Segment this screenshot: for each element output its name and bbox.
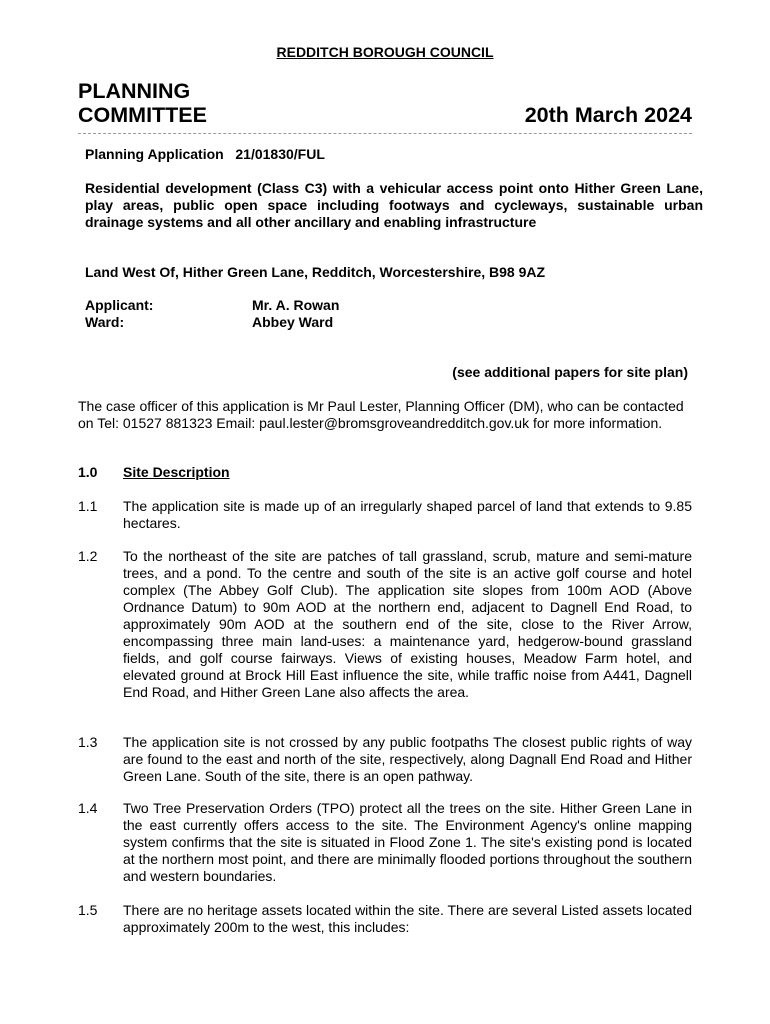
site-plan-note: (see additional papers for site plan) — [452, 364, 688, 380]
ward-value: Abbey Ward — [252, 314, 334, 330]
paragraph-number: 1.4 — [78, 800, 98, 816]
application-reference-label: Planning Application — [85, 146, 224, 162]
applicant-label: Applicant: — [85, 297, 154, 313]
header-divider — [78, 133, 692, 134]
committee-title — [78, 79, 207, 127]
application-location: Land West Of, Hither Green Lane, Redditch, Worcestershire, B98 9AZ — [85, 264, 546, 280]
paragraph-number: 1.3 — [78, 734, 98, 750]
ward-label: Ward: — [85, 314, 125, 330]
section-number: 1.0 — [78, 464, 98, 480]
council-name: REDDITCH BOROUGH COUNCIL — [276, 44, 494, 60]
paragraph-text: The application site is made up of an irregularly shaped parcel of land that extends to 9.85 hectares. — [123, 498, 692, 531]
meeting-date: 20th March 2024 — [524, 103, 692, 127]
section-title: Site Description — [123, 464, 230, 480]
application-reference — [85, 146, 325, 163]
application-description: Residential development (Class C3) with a vehicular access point onto Hither Green Lane, play areas, public open space including footways and cycleways, sustainable urban drainage systems and all other ancillary and enabling infrastructure — [85, 180, 703, 230]
paragraph-text: The application site is not crossed by any public footpaths The closest public rights of way are found to the east and north of the site, respectively, along Dagnall End Road and Hither Green Lane. South of the site, there is an open pathway. — [123, 734, 692, 784]
application-reference-number: 21/01830/FUL — [235, 146, 325, 162]
paragraph-text: To the northeast of the site are patches of tall grassland, scrub, mature and semi-mature trees, and a pond. To the centre and south of the site is an active golf course and hotel complex (The Abbey Golf Club). The application site slopes from 100m AOD (Above Ordnance Datum) to 90m AOD at the northern end, adjacent to Dagnell End Road, to approximately 90m AOD at the southern end of the site, close to the River Arrow, encompassing three main land-uses: a maintenance yard, hedgerow-bound grassland fields, and golf course fairways. Views of existing houses, Meadow Farm hotel, and elevated ground at Brock Hill East influence the site, while traffic noise from A441, Dagnell End Road, and Hither Green Lane also affects the area. — [123, 548, 692, 700]
case-officer-text: The case officer of this application is Mr Paul Lester, Planning Officer (DM), who can be contacted on Tel: 01527 881323 Email: paul.lester@bromsgroveandredditch.gov.uk for more information. — [78, 398, 684, 431]
paragraph-number: 1.2 — [78, 548, 98, 564]
committee-title-line1: PLANNING — [78, 79, 191, 103]
paragraph-text: There are no heritage assets located within the site. There are several Listed assets located approximately 200m to the west, this includes: — [123, 902, 692, 935]
committee-title-line2: COMMITTEE — [78, 103, 207, 127]
paragraph-number: 1.5 — [78, 902, 98, 918]
paragraph-number: 1.1 — [78, 498, 98, 514]
applicant-value: Mr. A. Rowan — [252, 297, 340, 313]
paragraph-text: Two Tree Preservation Orders (TPO) protect all the trees on the site. Hither Green Lane in the east currently offers access to the site. The Environment Agency's online mapping system confirms that the site is situated in Flood Zone 1. The site's existing pond is located at the northern most point, and there are minimally flooded portions throughout the southern and western boundaries. — [123, 800, 692, 884]
